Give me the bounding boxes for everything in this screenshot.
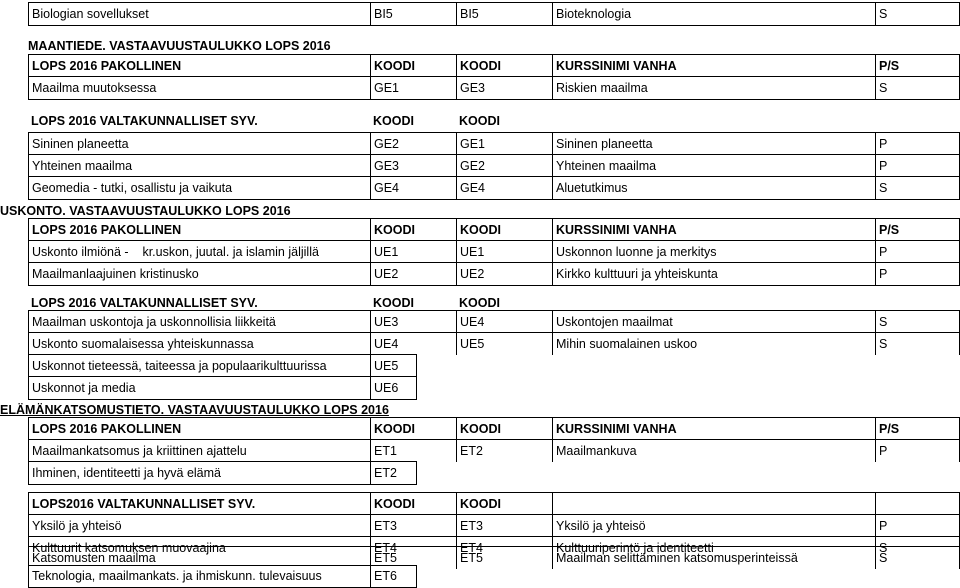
section-title-usk: USKONTO. VASTAAVUUSTAULUKKO LOPS 2016 (0, 204, 291, 218)
code-old: GE3 (456, 77, 552, 99)
ps-value: S (875, 177, 960, 199)
course-name: Uskonnot ja media (28, 377, 370, 399)
code-new: GE3 (370, 155, 456, 177)
old-course-name: Kirkko kulttuuri ja yhteiskunta (552, 263, 875, 285)
code-new: UE3 (370, 311, 456, 333)
code-new: BI5 (370, 3, 456, 25)
header-old-course: KURSSINIMI VANHA (552, 219, 875, 241)
code-new: ET2 (370, 462, 417, 484)
header-name: LOPS 2016 VALTAKUNNALLISET SYV. (31, 296, 258, 310)
header-name: LOPS 2016 VALTAKUNNALLISET SYV. (31, 114, 258, 128)
course-name: Geomedia - tutki, osallistu ja vaikuta (28, 177, 370, 199)
code-old: UE2 (456, 263, 552, 285)
table-row (28, 240, 960, 263)
ps-value: S (875, 547, 960, 569)
header-code-new: KOODI (373, 296, 414, 310)
ps-value: S (875, 333, 960, 355)
course-name: Teknologia, maailmankats. ja ihmiskunn. tulevaisuus (28, 566, 370, 587)
header-code-new: KOODI (373, 114, 414, 128)
header-name: LOPS2016 VALTAKUNNALLISET SYV. (28, 493, 370, 515)
old-course-name: Uskonnon luonne ja merkitys (552, 241, 875, 263)
header-name: LOPS 2016 PAKOLLINEN (28, 55, 370, 77)
old-course-name: Yksilö ja yhteisö (552, 515, 875, 537)
course-name: Uskonto suomalaisessa yhteiskunnassa (28, 333, 370, 355)
header-code-old: KOODI (456, 418, 552, 440)
table-row (28, 565, 417, 588)
course-name: Yksilö ja yhteisö (28, 515, 370, 537)
ps-value: S (875, 537, 960, 559)
ps-value: S (875, 77, 960, 99)
code-old: UE5 (456, 333, 552, 355)
header-name: LOPS 2016 PAKOLLINEN (28, 219, 370, 241)
header-old-course: KURSSINIMI VANHA (552, 418, 875, 440)
header-code-old: KOODI (456, 219, 552, 241)
table-header (28, 417, 960, 440)
code-new: ET5 (370, 547, 456, 569)
code-old: UE4 (456, 311, 552, 333)
header-code-old: KOODI (459, 114, 500, 128)
code-new: UE4 (370, 333, 456, 355)
table-row (28, 262, 960, 286)
table-row (28, 332, 960, 355)
course-name: Sininen planeetta (28, 133, 370, 155)
old-course-name: Uskontojen maailmat (552, 311, 875, 333)
course-name: Katsomusten maailma (28, 547, 370, 569)
table-header (28, 492, 960, 515)
ps-value: P (875, 263, 960, 285)
table-header (28, 110, 960, 132)
code-old: BI5 (456, 3, 552, 25)
old-course-name: Aluetutkimus (552, 177, 875, 199)
header-code-new: KOODI (370, 493, 456, 515)
code-new: UE1 (370, 241, 456, 263)
code-new: UE6 (370, 377, 417, 399)
header-code-new: KOODI (370, 219, 456, 241)
header-code-new: KOODI (370, 55, 456, 77)
code-old: GE4 (456, 177, 552, 199)
ps-value: P (875, 515, 960, 537)
old-course-name: Riskien maailma (552, 77, 875, 99)
header-ps: P/S (875, 55, 960, 77)
header-ps: P/S (875, 418, 960, 440)
course-name: Maailmanlaajuinen kristinusko (28, 263, 370, 285)
section-title-geo: MAANTIEDE. VASTAAVUUSTAULUKKO LOPS 2016 (28, 39, 331, 53)
old-course-name: Kulttuuriperintö ja identiteetti (552, 537, 875, 559)
code-new: GE2 (370, 133, 456, 155)
code-new: UE5 (370, 355, 417, 377)
ps-value: P (875, 440, 960, 462)
code-old: UE1 (456, 241, 552, 263)
code-new: GE4 (370, 177, 456, 199)
course-name: Biologian sovellukset (28, 3, 370, 25)
header-empty (875, 493, 960, 515)
table-row (28, 2, 960, 26)
old-course-name: Maailmankuva (552, 440, 875, 462)
table-row (28, 132, 960, 155)
code-new: ET1 (370, 440, 456, 462)
header-old-course: KURSSINIMI VANHA (552, 55, 875, 77)
header-ps: P/S (875, 219, 960, 241)
old-course-name: Bioteknologia (552, 3, 875, 25)
table-row (28, 76, 960, 100)
course-name: Maailmankatsomus ja kriittinen ajattelu (28, 440, 370, 462)
old-course-name: Maailman selittäminen katsomusperinteissä (552, 547, 875, 569)
code-new: ET6 (370, 566, 417, 587)
old-course-name: Mihin suomalainen uskoo (552, 333, 875, 355)
course-name: Uskonnot tieteessä, taiteessa ja populaarikulttuurissa (28, 355, 370, 377)
code-new: ET3 (370, 515, 456, 537)
course-name: Yhteinen maailma (28, 155, 370, 177)
table-row (28, 514, 960, 537)
course-name: Maailman uskontoja ja uskonnollisia liikkeitä (28, 311, 370, 333)
header-empty (552, 493, 875, 515)
code-old: ET3 (456, 515, 552, 537)
code-old: GE1 (456, 133, 552, 155)
table-row (28, 354, 417, 377)
code-new: UE2 (370, 263, 456, 285)
table-row (28, 154, 960, 177)
code-old: ET5 (456, 547, 552, 569)
code-new: ET4 (370, 537, 456, 559)
table-row (28, 176, 960, 200)
course-name: Ihminen, identiteetti ja hyvä elämä (28, 462, 370, 484)
table-row (28, 376, 417, 400)
code-old: ET2 (456, 440, 552, 462)
ps-value: S (875, 3, 960, 25)
table-row (28, 310, 960, 333)
table-header (28, 54, 960, 77)
course-name: Uskonto ilmiönä - kr.uskon, juutal. ja islamin jäljillä (28, 241, 370, 263)
ps-value: P (875, 155, 960, 177)
header-code-old: KOODI (456, 55, 552, 77)
old-course-name: Sininen planeetta (552, 133, 875, 155)
ps-value: P (875, 133, 960, 155)
table-row (28, 439, 960, 462)
table-header (28, 218, 960, 241)
section-title-text: ELÄMÄNKATSOMUSTIETO. VASTAAVUUSTAULUKKO LOPS 2016 (0, 403, 389, 417)
code-old: GE2 (456, 155, 552, 177)
header-name: LOPS 2016 PAKOLLINEN (28, 418, 370, 440)
ps-value: P (875, 241, 960, 263)
header-code-old: KOODI (456, 493, 552, 515)
header-code-new: KOODI (370, 418, 456, 440)
table-row (28, 461, 417, 485)
ps-value: S (875, 311, 960, 333)
header-code-old: KOODI (459, 296, 500, 310)
old-course-name: Yhteinen maailma (552, 155, 875, 177)
code-old: ET4 (456, 537, 552, 559)
code-new: GE1 (370, 77, 456, 99)
course-name: Maailma muutoksessa (28, 77, 370, 99)
course-name: Kulttuurit katsomuksen muovaajina (28, 537, 370, 559)
